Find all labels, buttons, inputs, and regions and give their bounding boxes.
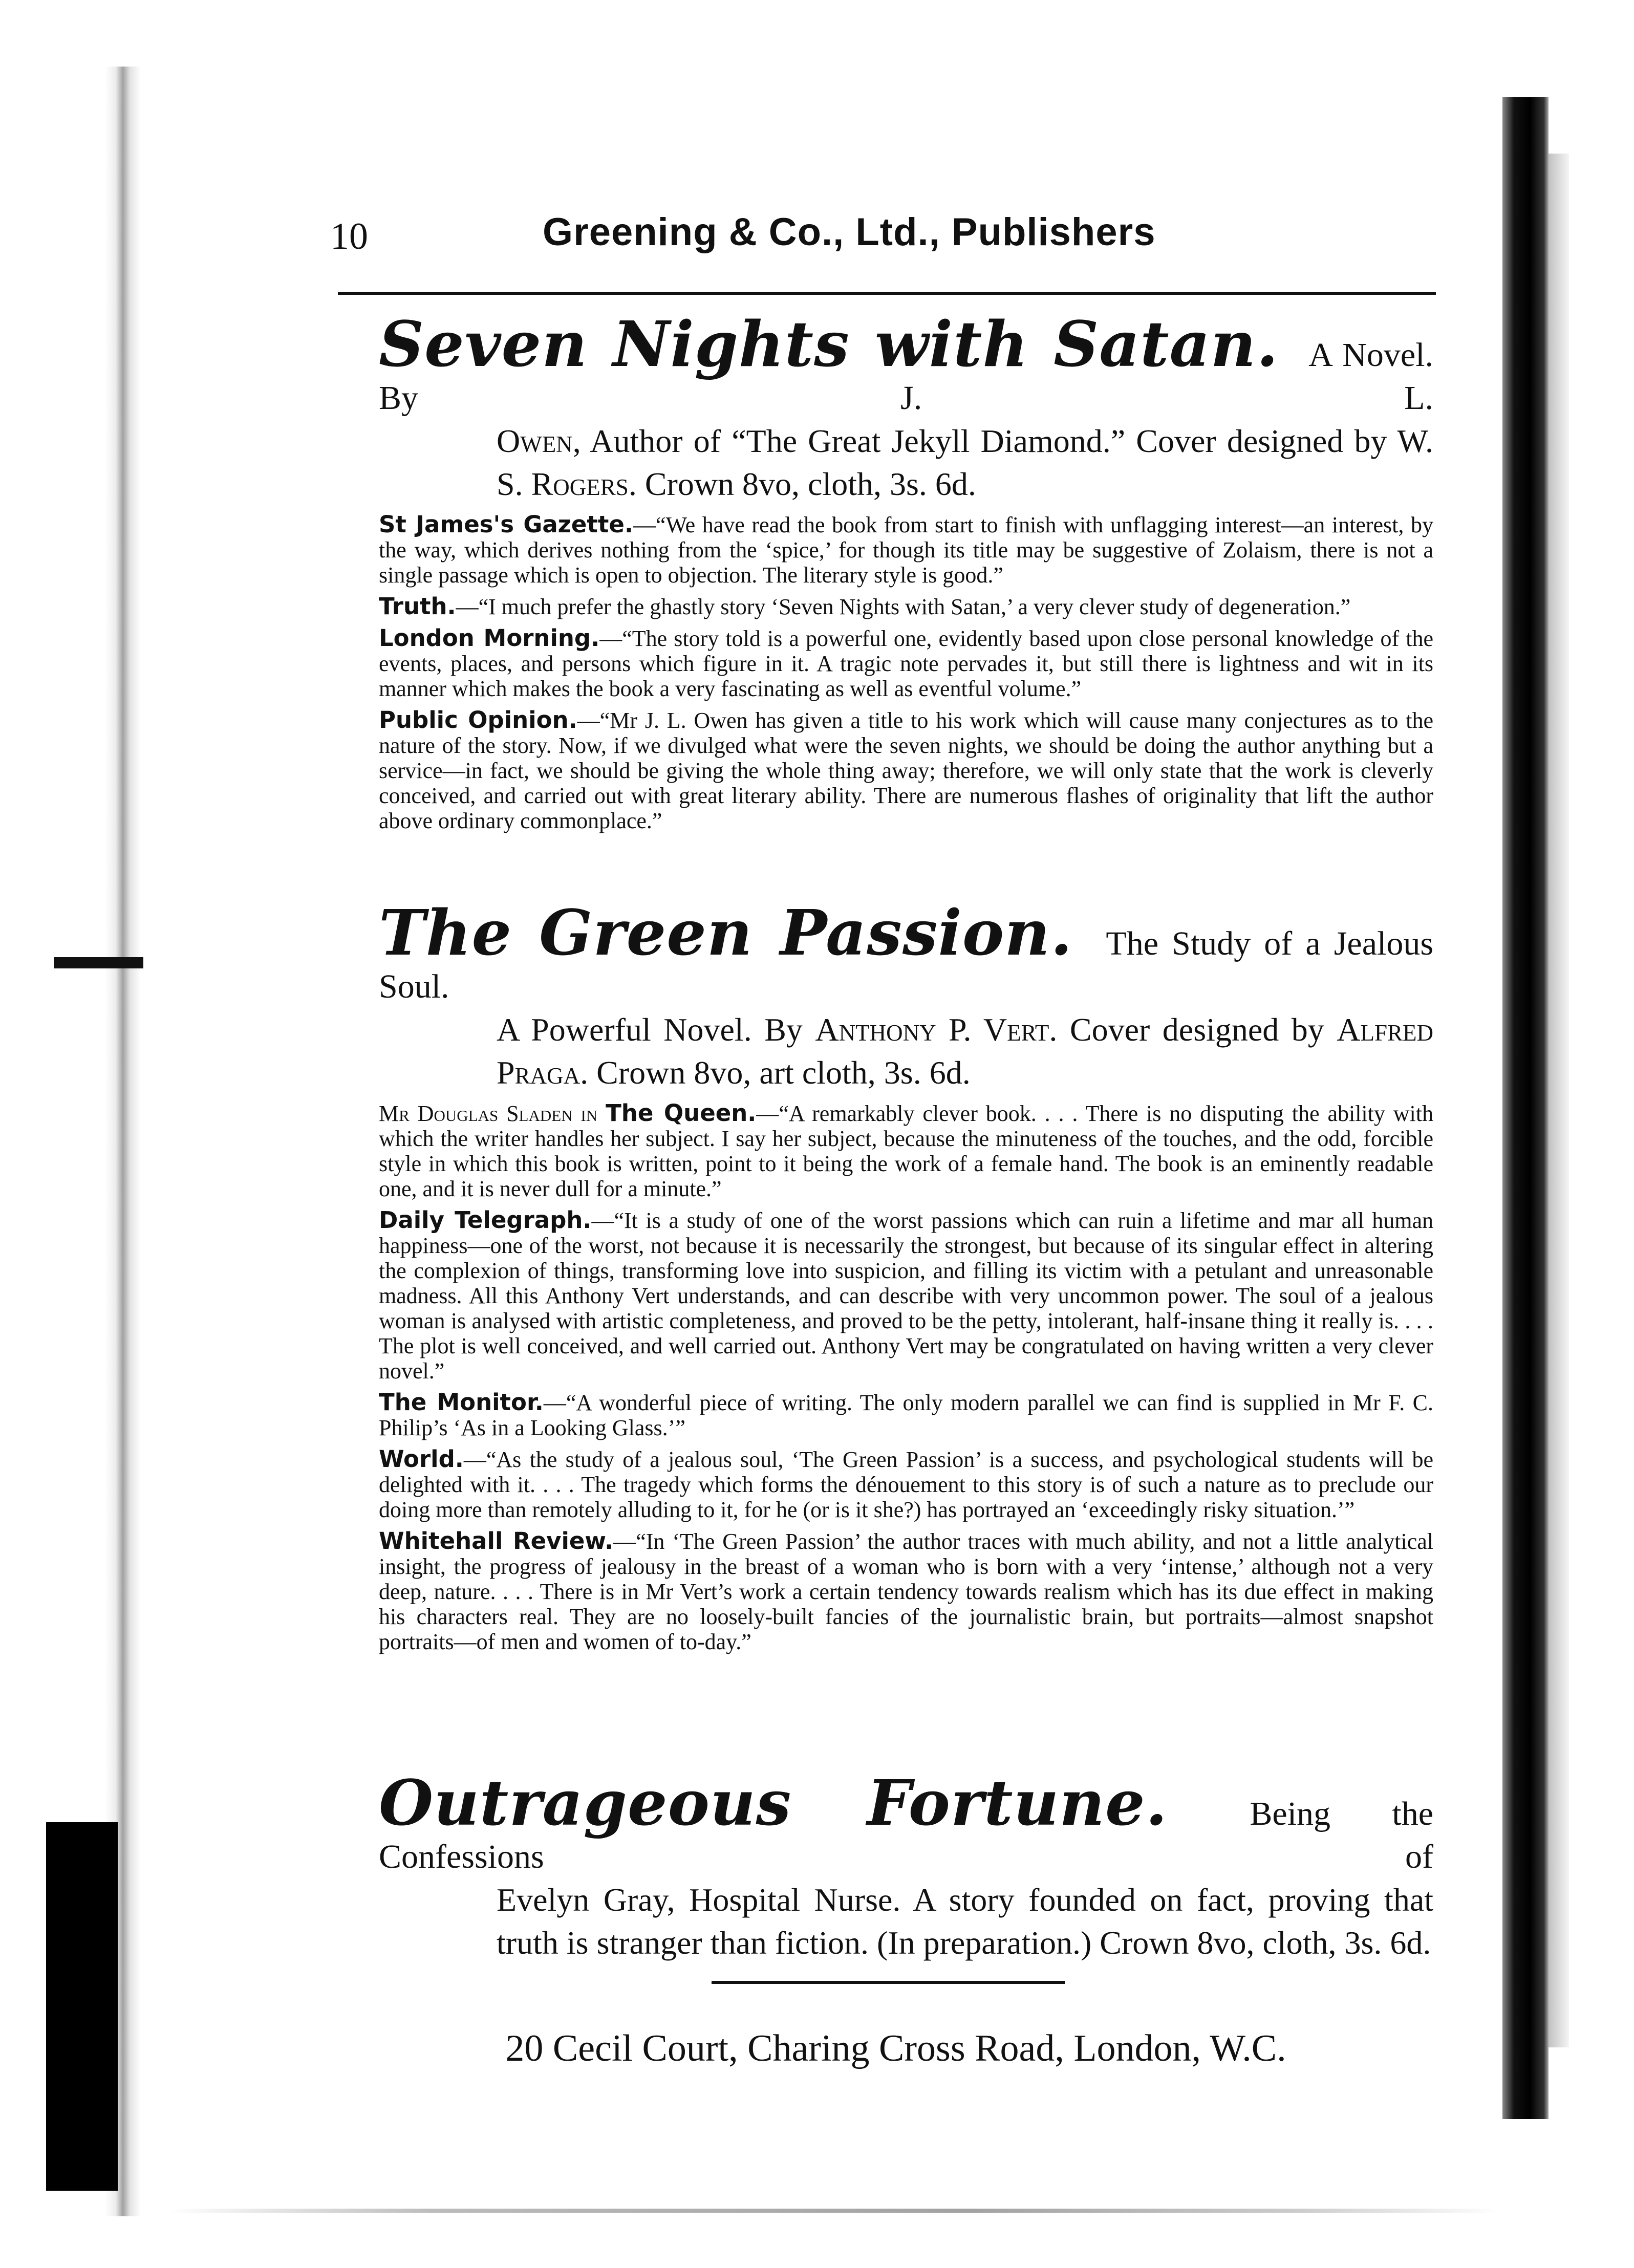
book-entry-seven-nights — [379, 307, 1434, 833]
book-subtitle: A Novel. By J. L. — [379, 336, 1433, 417]
author-name: Owen — [497, 423, 573, 459]
review-source: London Morning. — [379, 624, 600, 652]
book-title: Outrageous Fortune. — [379, 1766, 1168, 1840]
review-text: —“As the study of a jealous soul, ‘The Green Passion’ is a success, and psychological students will be delighted with it. . . . The tragedy which forms the dénouement to this story is of such a nature as to preclude our doing more than remotely alluding to it, for he (or is it she?) has portrayed an ‘exceedingly risky situation.’” — [379, 1447, 1433, 1522]
review-source: The Queen. — [606, 1099, 757, 1127]
scan-bottom-edge — [169, 2209, 1500, 2213]
book-description: Evelyn Gray, Hospital Nurse. A story founded on fact, proving that truth is stranger than fiction. (In preparation.) Crown 8vo, cloth, 3s. 6d. — [497, 1882, 1433, 1961]
header-rule — [338, 292, 1436, 295]
book-title-line — [379, 1766, 1434, 1878]
running-head — [330, 210, 1318, 266]
reviewer-name: Mr Douglas Sladen in — [379, 1101, 606, 1126]
review-text: —“The story told is a powerful one, evidently based upon close personal knowledge of the events, places, and persons which figure in it. A tragic note pervades it, but still there is lightness and wit in its manner which makes the book a very fascinating as well as eventful volume.” — [379, 626, 1434, 701]
page-number: 10 — [330, 215, 368, 257]
description-text: . Cover designed by — [1049, 1011, 1337, 1048]
designer-name: Rogers — [531, 466, 629, 502]
review-source: Truth. — [379, 593, 456, 620]
publisher-address: 20 Cecil Court, Charing Cross Road, London, W.C. — [505, 2027, 1286, 2069]
review-text: —“A remarkably clever book. . . . There is no disputing the ability with which the writer handles her subject. I say her subject, because the minuteness of the touches, and the odd, forcible style in which this book is written, point to it being the work of a female hand. The book is an eminently readable one, and it is never dull for a minute.” — [379, 1101, 1434, 1201]
book-subtitle: Being the Confessions of — [379, 1795, 1434, 1875]
scan-right-edge-shadow — [1549, 154, 1569, 2047]
footer-rule — [712, 1981, 1065, 1984]
review — [379, 625, 1433, 701]
review-text: —“Mr J. L. Owen has given a title to his work which will cause many conjectures as to the nature of the story. Now, if we divulged what were the seven nights, we should be doing the author anything but a service—in fact, we should be giving the whole thing away; therefore, we will only state that the work is cleverly conceived, and carried out with great literary ability. There are numerous flashes of originality that lift the author above ordinary commonplace.” — [379, 708, 1433, 833]
book-description — [497, 420, 1433, 506]
review — [379, 1100, 1433, 1201]
book-title: Seven Nights with Satan. — [379, 307, 1279, 381]
publisher-heading: Greening & Co., Ltd., Publishers — [543, 210, 1156, 254]
review-text: —“A wonderful piece of writing. The only modern parallel we can find is supplied in Mr F. C. Philip’s ‘As in a Looking Glass.’” — [379, 1390, 1434, 1440]
review-text: —“We have read the book from start to finish with unflagging interest—an interest, by the way, which derives nothing from the ‘spice,’ for though its title may be suggestive of Zolaism, there is not a single passage which is open to objection. The literary style is good.” — [379, 512, 1433, 588]
review — [379, 1528, 1433, 1654]
review-source: St James's Gazette. — [379, 511, 634, 538]
review-text: —“In ‘The Green Passion’ the author traces with much ability, and not a little analytical insight, the progress of jealousy in the breast of a woman who is born with a very ‘intense,’ although not a very deep, nature. . . . There is in Mr Vert’s work a certain tendency towards realism which has its due effect in making his characters real. They are no loosely-built fancies of the journalistic brain, but portraits—almost snapshot portraits—of men and women of to-day.” — [379, 1529, 1433, 1654]
designer-name: Alfred Praga — [497, 1011, 1434, 1091]
review-text: —“It is a study of one of the worst passions which can ruin a lifetime and mar all human happiness—one of the worst, not because it is necessarily the strongest, but because of its singular effect in altering the complexion of things, transforming love into suspicion, and filling its victim with a petulant and unreasonable madness. All this Anthony Vert understands, and can describe with very uncommon power. The soul of a jealous woman is analysed with artistic completeness, and proved to be the petty, intolerant, half-insane thing it really is. . . . The plot is well conceived, and well carried out. Anthony Vert may be congratulated on having written a very clever novel.” — [379, 1208, 1433, 1384]
review — [379, 707, 1433, 833]
description-text: . Crown 8vo, art cloth, 3s. 6d. — [580, 1054, 971, 1091]
book-description — [497, 1008, 1433, 1094]
book-title-line — [379, 896, 1434, 1008]
review-source: Public Opinion. — [379, 706, 577, 733]
review-source: The Monitor. — [379, 1389, 544, 1416]
book-entry-green-passion — [379, 896, 1434, 1654]
review-source: Daily Telegraph. — [379, 1206, 592, 1234]
review — [379, 512, 1433, 588]
description-text: , Author of “The Great Jekyll Diamond.” Cover designed by W. S. — [497, 423, 1433, 502]
review — [379, 594, 1433, 619]
description-text: . Crown 8vo, cloth, 3s. 6d. — [628, 466, 976, 502]
review — [379, 1207, 1433, 1384]
author-name: Anthony P. Vert — [815, 1011, 1049, 1048]
book-subtitle: The Study of a Jealous Soul. — [379, 925, 1434, 1005]
scan-right-edge — [1502, 97, 1549, 2119]
binding-mark — [54, 957, 143, 968]
book-entry-outrageous-fortune — [379, 1766, 1434, 1964]
description-text: A Powerful Novel. By — [497, 1011, 815, 1048]
review-source: Whitehall Review. — [379, 1527, 614, 1554]
book-title: The Green Passion. — [379, 896, 1073, 969]
review — [379, 1446, 1433, 1522]
binding-shadow — [46, 1822, 118, 2191]
book-title-line — [379, 307, 1433, 420]
review-text: —“I much prefer the ghastly story ‘Seven Nights with Satan,’ a very clever study of degeneration.” — [456, 594, 1351, 619]
review — [379, 1390, 1433, 1440]
review-source: World. — [379, 1445, 464, 1473]
